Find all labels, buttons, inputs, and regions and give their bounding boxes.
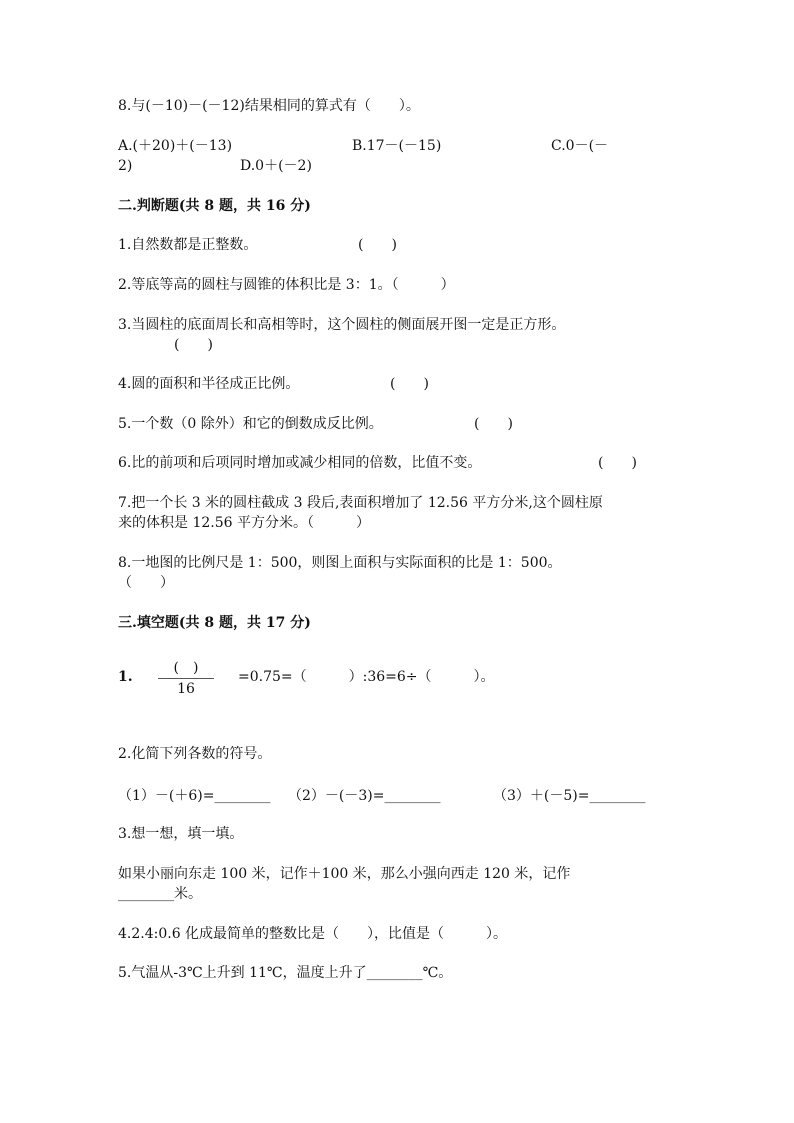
- judge-q8-line1: 8.一地图的比例尺是 1：500，则图上面积与实际面积的比是 1：500。: [118, 555, 562, 571]
- judge-q2: 2.等底等高的圆柱与圆锥的体积比是 3：1。（ ）: [118, 277, 455, 293]
- section-judge-title: 二.判断题(共 8 题，共 16 分): [118, 198, 311, 214]
- fill-q2-part1: （1）－(＋6)=________: [118, 788, 271, 804]
- fill-q3-line2: ________米。: [118, 886, 202, 902]
- judge-q5-blank: ( ): [474, 416, 513, 432]
- option-d: D.0＋(－2): [240, 158, 312, 174]
- judge-q4: 4.圆的面积和半径成正比例。: [118, 376, 300, 392]
- option-a: A.(＋20)＋(－13): [118, 138, 233, 154]
- judge-q6: 6.比的前项和后项同时增加或减少相同的倍数，比值不变。: [118, 455, 482, 471]
- judge-q8-blank: （ ）: [118, 575, 174, 591]
- question-8-text: 8.与(－10)－(－12)结果相同的算式有（ ）。: [118, 98, 420, 114]
- fill-q1-equation: =0.75=（ ）:36=6÷（ ）。: [238, 669, 495, 685]
- option-b: B.17－(－15): [352, 138, 442, 154]
- judge-q5: 5.一个数（0 除外）和它的倒数成反比例。: [118, 416, 383, 432]
- fill-q3: 3.想一想，填一填。: [118, 826, 244, 842]
- fill-q3-line1: 如果小丽向东走 100 米，记作＋100 米，那么小强向西走 120 米，记作: [118, 866, 571, 882]
- judge-q1: 1.自然数都是正整数。: [118, 237, 258, 253]
- judge-q6-blank: ( ): [598, 455, 637, 471]
- judge-q3-blank: ( ): [174, 337, 213, 353]
- judge-q1-blank: ( ): [358, 237, 397, 253]
- judge-q7-line1: 7.把一个长 3 米的圆柱截成 3 段后,表面积增加了 12.56 平方分米,这个圆柱原: [118, 495, 603, 511]
- fraction-denominator: 16: [177, 681, 195, 697]
- fill-q4: 4.2.4:0.6 化成最简单的整数比是（ ），比值是（ ）。: [118, 926, 508, 942]
- option-c: C.0－(－: [551, 138, 609, 154]
- judge-q7-line2: 来的体积是 12.56 平方分米。（ ）: [118, 515, 370, 531]
- judge-q4-blank: ( ): [390, 376, 429, 392]
- fill-q2-part2: （2）－(－3)=________: [288, 788, 441, 804]
- fill-q2: 2.化简下列各数的符号。: [118, 746, 272, 762]
- fill-q5: 5.气温从-3℃上升到 11℃，温度上升了________℃。: [118, 965, 453, 981]
- judge-q3: 3.当圆柱的底面周长和高相等时，这个圆柱的侧面展开图一定是正方形。: [118, 317, 566, 333]
- fill-q2-part3: （3）＋(－5)=________: [493, 788, 646, 804]
- fill-q1-number: 1.: [118, 669, 133, 685]
- fraction-numerator: ( ): [173, 660, 199, 676]
- option-c-continued: 2): [118, 158, 133, 174]
- fill-q1-fraction: [158, 658, 214, 699]
- section-fill-title: 三.填空题(共 8 题，共 17 分): [118, 615, 311, 631]
